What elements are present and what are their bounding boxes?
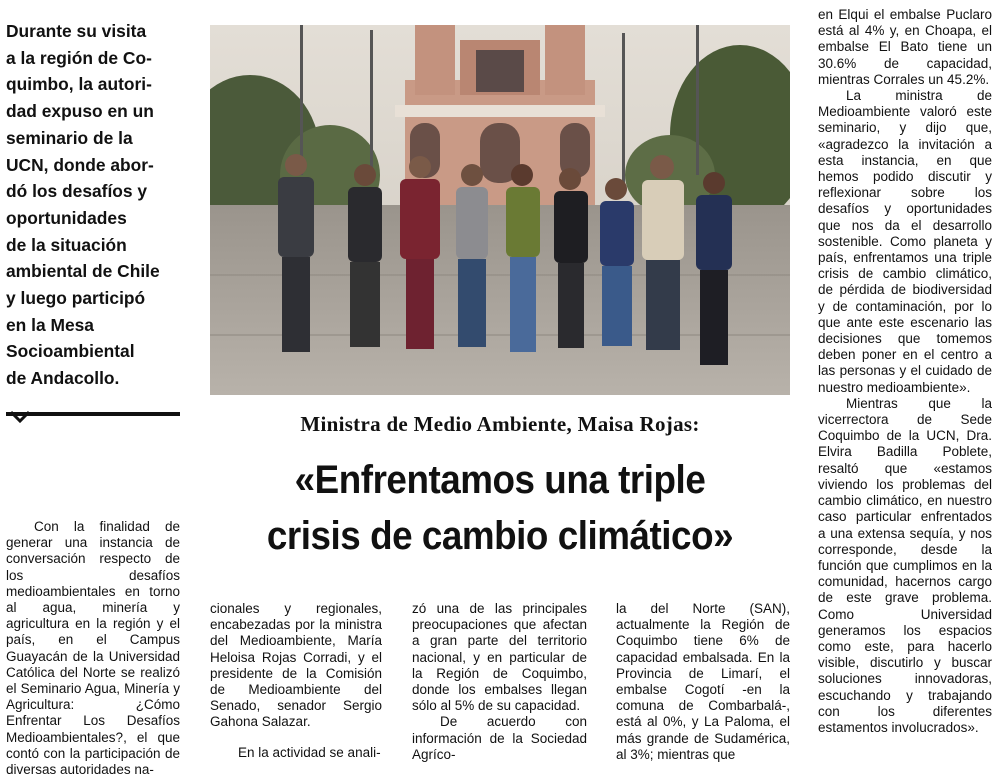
lead-deck xyxy=(6,18,178,392)
paragraph: Mientras que la vicerrectora de Sede Coquimbo de la UCN, Dra. Elvira Badilla Poblete, resaltó que «estamos viviendo los problemas del cambio climático, en nuestro caso particular enfrentados a una extensa sequía, y nos corresponde, desde la función que cumplimos en la comunidad, hacernos cargo de este grave problema. Como Universidad generamos los espacios como este, para hacerlo visible, discutirlo y buscar soluciones innovadoras, escuchando y trabajando con los diferentes estamentos involucrados». xyxy=(818,395,992,735)
lead-line: quimbo, la autori- xyxy=(6,74,152,95)
lead-line: dó los desafíos y xyxy=(6,181,148,202)
lead-line: ambiental de Chile xyxy=(6,261,160,282)
news-photo xyxy=(210,25,790,395)
kicker: Ministra de Medio Ambiente, Maisa Rojas: xyxy=(300,412,700,436)
lead-line: y luego participó xyxy=(6,288,146,309)
paragraph: Con la finalidad de generar una instancia de conversación respecto de los desafíos medioambientales en torno al agua, minería y agricultura en la región y el país, en el Campus Guayacán de la Universidad Católica del Norte se realizó el Seminario Agua, Minería y Agricultura: ¿Cómo Enfrentar Los Desafíos Medioambientales?, el que contó con la participación de diversas autoridades na- xyxy=(6,519,180,778)
body-column-3 xyxy=(412,601,587,763)
paragraph: zó una de las principales preocupaciones que afectan a gran parte del territorio nacional, y en particular de la Región de Coquimbo, donde los embalses llegan sólo al 5% de su capacidad. xyxy=(412,601,587,714)
lead-line: Socioambiental xyxy=(6,341,135,362)
lead-line: de Andacollo. xyxy=(6,368,120,389)
lead-line: oportunidades xyxy=(6,207,127,228)
headline-line: «Enfrentamos una triple xyxy=(294,458,706,502)
lead-line: UCN, donde abor- xyxy=(6,154,154,175)
chevron-down-icon xyxy=(9,410,31,424)
lead-line: Durante su visita xyxy=(6,21,147,41)
lead-line: dad expuso en un xyxy=(6,101,154,122)
paragraph: cionales y regionales, encabezadas por la ministra del Medioambiente, María Heloisa Rojas Corradi, y el presidente de la Comisión de Medioambiente del Senado, senador Sergio Gahona Salazar. xyxy=(210,601,382,730)
body-column-5 xyxy=(818,7,992,736)
lead-line: a la región de Co- xyxy=(6,47,152,68)
paragraph: en Elqui el embalse Puclaro está al 4% y, en Choapa, el embalse El Bato tiene un 30.6% de capacidad, mientras Corrales un 45.2%. xyxy=(818,7,992,87)
section-divider xyxy=(6,412,180,416)
body-column-2 xyxy=(210,601,382,761)
headline xyxy=(224,452,776,564)
lead-line: en la Mesa xyxy=(6,314,94,335)
body-column-4 xyxy=(616,601,790,763)
paragraph: la del Norte (SAN), actualmente la Región de Coquimbo tiene 6% de capacidad embalsada. En la Provincia de Limarí, el embalse Cogotí -en la comuna de Combarbalá-, está al 0%, y La Paloma, el más grande de Sudamérica, al 3%; mientras que xyxy=(616,601,790,762)
headline-line: crisis de cambio climático» xyxy=(266,514,734,558)
lead-line: seminario de la xyxy=(6,127,133,148)
paragraph: En la actividad se anali- xyxy=(238,744,381,760)
body-column-1 xyxy=(6,519,180,778)
paragraph: La ministra de Medioambiente valoró este seminario, y dijo que, «agradezco la invitación a esta instancia, en que hemos podido discutir y reflexionar sobre los desafíos y oportunidades que nos da el desarrollo sostenible. Como planeta y país, enfrentamos una triple crisis de cambio climático, de pérdida de biodiversidad y de contaminación, por lo que ante este escenario las decisiones que tomemos deben poner en el centro a las personas y el cuidado de nuestro medioambiente». xyxy=(818,88,992,395)
paragraph: De acuerdo con información de la Sociedad Agríco- xyxy=(412,714,587,762)
lead-line: de la situación xyxy=(6,234,127,255)
